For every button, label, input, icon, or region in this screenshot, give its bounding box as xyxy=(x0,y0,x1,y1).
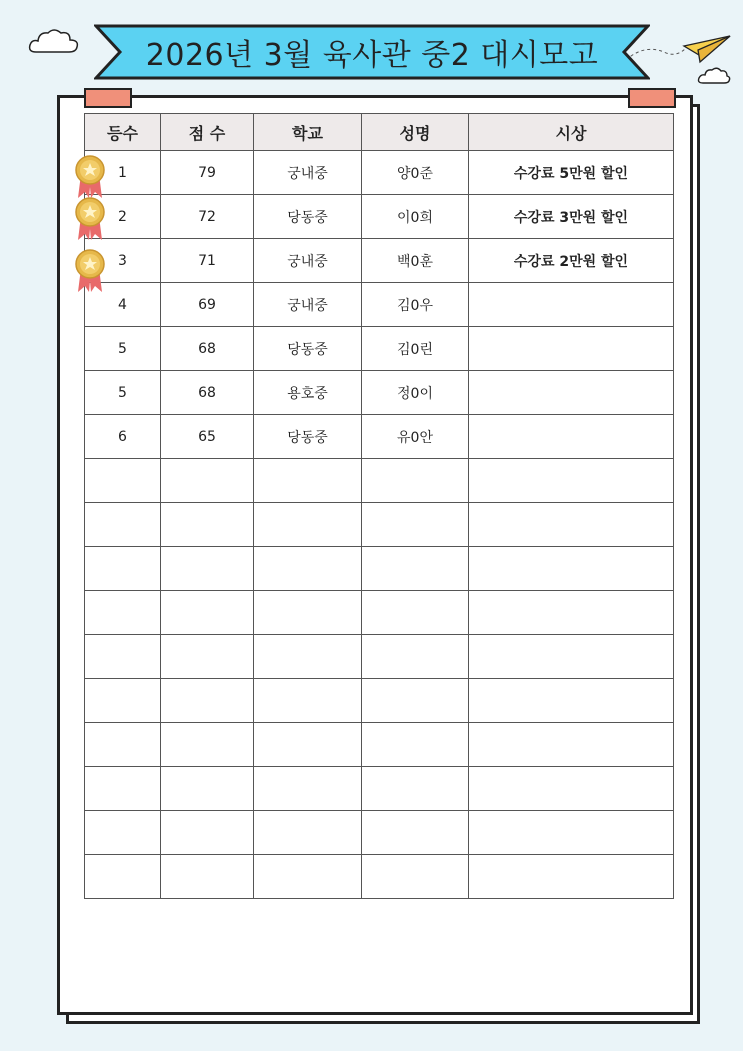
cloud-icon xyxy=(26,26,82,58)
column-header-name: 성명 xyxy=(362,114,469,151)
cell-award xyxy=(469,547,674,591)
table-row xyxy=(85,855,674,899)
cell-rank xyxy=(85,635,161,679)
table-header-row xyxy=(85,114,674,151)
cell-award xyxy=(469,855,674,899)
cell-name xyxy=(362,767,469,811)
cell-rank xyxy=(85,855,161,899)
cell-name xyxy=(362,679,469,723)
cell-name xyxy=(362,811,469,855)
cell-name: 유0안 xyxy=(362,415,469,459)
page-title: 2026년 3월 육사관 중2 대시모고 xyxy=(145,38,599,73)
column-header-school: 학교 xyxy=(254,114,362,151)
cell-name xyxy=(362,591,469,635)
cell-rank: 6 xyxy=(85,415,161,459)
table-row xyxy=(85,151,674,195)
cell-award xyxy=(469,371,674,415)
cell-rank: 5 xyxy=(85,327,161,371)
cell-rank xyxy=(85,503,161,547)
tape-left xyxy=(84,88,132,108)
cell-score xyxy=(161,855,254,899)
medal-icon xyxy=(73,154,107,200)
cell-school xyxy=(254,503,362,547)
cell-award xyxy=(469,283,674,327)
cell-score xyxy=(161,503,254,547)
cell-score xyxy=(161,591,254,635)
cell-award xyxy=(469,327,674,371)
table-row xyxy=(85,239,674,283)
cell-school: 당동중 xyxy=(254,195,362,239)
table-row xyxy=(85,503,674,547)
cell-name: 김0우 xyxy=(362,283,469,327)
cell-school xyxy=(254,591,362,635)
cell-rank: 4 xyxy=(85,283,161,327)
cell-rank xyxy=(85,459,161,503)
cell-rank xyxy=(85,547,161,591)
cell-school: 궁내중 xyxy=(254,283,362,327)
tape-right xyxy=(628,88,676,108)
table-row xyxy=(85,723,674,767)
cell-score xyxy=(161,811,254,855)
table-row xyxy=(85,195,674,239)
cell-rank xyxy=(85,723,161,767)
column-header-rank: 등수 xyxy=(85,114,161,151)
table-body xyxy=(85,151,674,899)
cell-school xyxy=(254,459,362,503)
cell-rank: 3 xyxy=(85,239,161,283)
cell-name: 정0이 xyxy=(362,371,469,415)
cell-name: 백0훈 xyxy=(362,239,469,283)
cell-school: 용호중 xyxy=(254,371,362,415)
cell-rank: 5 xyxy=(85,371,161,415)
cell-rank xyxy=(85,811,161,855)
cell-award: 수강료 5만원 할인 xyxy=(469,151,674,195)
table-row xyxy=(85,767,674,811)
table-row xyxy=(85,371,674,415)
cell-name: 김0린 xyxy=(362,327,469,371)
cell-score xyxy=(161,767,254,811)
cell-score: 65 xyxy=(161,415,254,459)
cell-score: 79 xyxy=(161,151,254,195)
cell-school xyxy=(254,855,362,899)
cell-school xyxy=(254,767,362,811)
cell-score: 68 xyxy=(161,371,254,415)
cell-award xyxy=(469,679,674,723)
cell-name xyxy=(362,547,469,591)
cell-award xyxy=(469,767,674,811)
cell-school xyxy=(254,635,362,679)
table-row xyxy=(85,459,674,503)
column-header-award: 시상 xyxy=(469,114,674,151)
cell-score: 72 xyxy=(161,195,254,239)
medal-icon xyxy=(73,196,107,242)
table-row xyxy=(85,415,674,459)
cell-rank xyxy=(85,591,161,635)
results-table xyxy=(84,113,674,899)
cell-school: 당동중 xyxy=(254,327,362,371)
cell-score xyxy=(161,459,254,503)
table-row xyxy=(85,547,674,591)
cell-school xyxy=(254,679,362,723)
cell-rank xyxy=(85,767,161,811)
cell-score xyxy=(161,635,254,679)
cell-school xyxy=(254,723,362,767)
cell-score xyxy=(161,679,254,723)
table-row xyxy=(85,283,674,327)
cell-award xyxy=(469,503,674,547)
cell-award xyxy=(469,591,674,635)
cell-name xyxy=(362,503,469,547)
cell-school: 당동중 xyxy=(254,415,362,459)
cell-name: 양0준 xyxy=(362,151,469,195)
cell-score: 71 xyxy=(161,239,254,283)
cell-score: 68 xyxy=(161,327,254,371)
table-row xyxy=(85,811,674,855)
cell-award xyxy=(469,635,674,679)
cell-name xyxy=(362,459,469,503)
cell-school: 궁내중 xyxy=(254,239,362,283)
cell-score: 69 xyxy=(161,283,254,327)
cell-rank: 2 xyxy=(85,195,161,239)
cell-school xyxy=(254,811,362,855)
cell-name: 이0희 xyxy=(362,195,469,239)
column-header-score: 점 수 xyxy=(161,114,254,151)
table-row xyxy=(85,679,674,723)
cell-name xyxy=(362,635,469,679)
cell-rank xyxy=(85,679,161,723)
cell-award: 수강료 2만원 할인 xyxy=(469,239,674,283)
cell-rank: 1 xyxy=(85,151,161,195)
cell-award xyxy=(469,415,674,459)
cell-score xyxy=(161,547,254,591)
cell-award xyxy=(469,723,674,767)
cell-score xyxy=(161,723,254,767)
table-row xyxy=(85,591,674,635)
cell-name xyxy=(362,723,469,767)
cell-school xyxy=(254,547,362,591)
cell-award xyxy=(469,459,674,503)
medal-icon xyxy=(73,248,107,294)
cell-name xyxy=(362,855,469,899)
table-row xyxy=(85,635,674,679)
cell-award xyxy=(469,811,674,855)
cell-school: 궁내중 xyxy=(254,151,362,195)
cell-award: 수강료 3만원 할인 xyxy=(469,195,674,239)
table-row xyxy=(85,327,674,371)
